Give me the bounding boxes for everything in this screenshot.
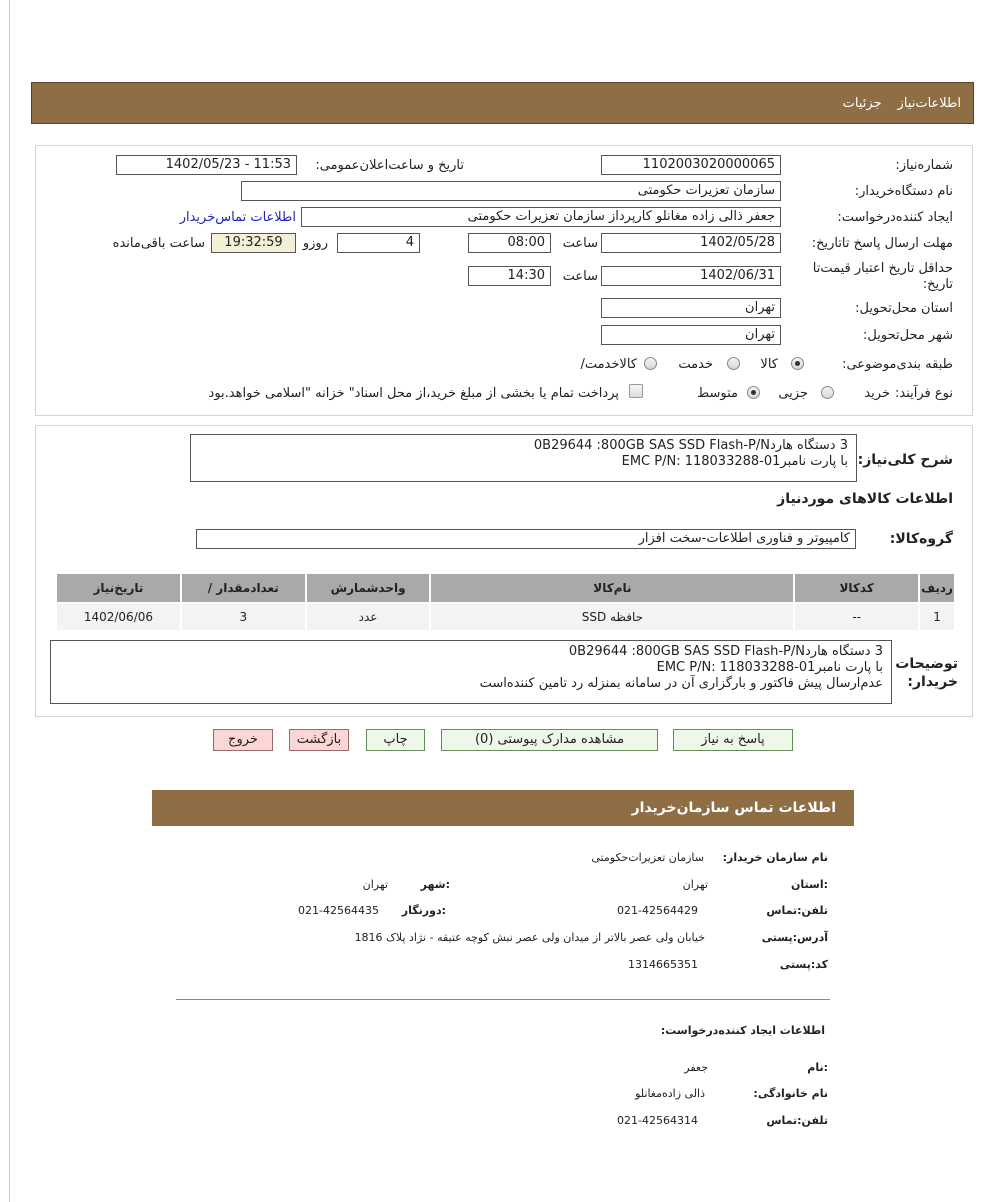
process-minor-radio[interactable]	[821, 386, 834, 399]
province-label: استان محل‌تحویل:	[855, 301, 953, 316]
announce-label: تاریخ و ساعت‌اعلان‌عمومی:	[315, 158, 464, 173]
col-need-date: تاریخ‌نیاز	[57, 574, 180, 602]
col-row-number: ردیف	[920, 574, 954, 602]
col-unit: واحد‌شمارش	[307, 574, 430, 602]
process-medium-radio[interactable]	[747, 386, 760, 399]
validity-label-2: تاریخ:	[922, 277, 953, 292]
announce-field: 1402/05/23 - 11:53	[116, 155, 297, 175]
category-label: طبقه بندی‌موضوعی:	[842, 357, 953, 372]
validity-label-1: حداقل تاریخ اعتبار قیمت‌تا	[812, 261, 953, 276]
exit-button[interactable]: خروج	[213, 729, 273, 751]
buyer-desc-label-2: خریدار:	[907, 674, 958, 690]
contact-province-value: تهران	[682, 878, 708, 891]
buyer-desc-line-3: عدم‌ارسال پیش فاکتور و بارگزاری آن در سامانه بمنزله رد تامین کننده‌است	[479, 676, 883, 691]
buyer-desc-line-2: با پارت نامبر‌01-EMC P/N: 118033288	[656, 660, 883, 675]
treasury-payment-checkbox[interactable]	[629, 384, 643, 398]
cell-quantity: 3	[182, 604, 305, 630]
contact-fax-label: :دورنگار	[401, 904, 446, 917]
buyer-desc-box	[50, 640, 892, 704]
goods-group-label: گروه‌کالا:	[889, 531, 953, 547]
category-service-label: خدمت	[678, 357, 713, 372]
table-row	[57, 604, 954, 630]
breadcrumb-details[interactable]: جزئیات	[842, 96, 882, 111]
remaining-time-field: 19:32:59	[211, 233, 296, 253]
contact-city-value: تهران	[362, 878, 388, 891]
deadline-hour-label: ساعت	[562, 236, 598, 251]
validity-time-field: 14:30	[468, 266, 551, 286]
buyer-label: نام دستگاه‌خریدار:	[854, 184, 953, 199]
process-medium-label: متوسط	[697, 386, 738, 401]
section-divider	[176, 999, 830, 1000]
process-label: نوع فرآیند:	[895, 386, 953, 401]
contact-fax-value: 021-42564435	[298, 904, 379, 917]
reply-button[interactable]: پاسخ به نیاز	[673, 729, 793, 751]
days-field: 4	[337, 233, 420, 253]
need-number-field: 1102003020000065	[601, 155, 781, 175]
cell-need-date: 1402/06/06	[57, 604, 180, 630]
category-goods-service-radio[interactable]	[644, 357, 657, 370]
contact-postal-value: 1314665351	[628, 958, 698, 971]
process-minor-label: جزیی	[778, 386, 808, 401]
contact-postal-label: کد‌:پستی	[779, 958, 828, 971]
deadline-time-field: 08:00	[468, 233, 551, 253]
buyer-contact-link[interactable]: اطلاعات تماس‌خریدار	[179, 210, 296, 225]
breadcrumb-need-info[interactable]: اطلاعات‌نیاز	[897, 96, 961, 111]
goods-group-field: کامپیوتر و فناوری اطلاعات-سخت افزار	[196, 529, 856, 549]
city-label: شهر محل‌تحویل:	[863, 328, 953, 343]
province-field: تهران	[601, 298, 781, 318]
creator-info-title: اطلاعات ایجاد کننده‌درخواست:	[660, 1024, 825, 1037]
category-goods-radio[interactable]	[791, 357, 804, 370]
process-purchase-label: خرید	[864, 386, 890, 401]
contact-phone-value: 021-42564429	[617, 904, 698, 917]
deadline-label: مهلت ارسال پاسخ تا‌تاریخ:	[811, 236, 953, 251]
treasury-payment-note: پرداخت تمام یا بخشی از مبلغ خرید،از محل اسناد" خزانه "اسلامی خواهد.بود	[208, 386, 619, 401]
org-name-label: نام سازمان‌ خریدار:	[722, 851, 828, 864]
summary-line-1: 3 دستگاه هارد‌0B29644 :800GB SAS SSD Flash-P/N	[533, 438, 848, 453]
summary-label: شرح کلی‌نیاز:	[857, 452, 953, 468]
print-button[interactable]: چاپ	[366, 729, 425, 751]
breadcrumb	[827, 96, 961, 111]
col-quantity: تعداد‌مقدار /	[182, 574, 305, 602]
buyer-contact-header	[152, 790, 854, 826]
creator-field: جعفر ذالی زاده مغانلو کارپرداز سازمان تعزیرات حکومتی	[301, 207, 781, 227]
category-service-radio[interactable]	[727, 357, 740, 370]
deadline-date-field: 1402/05/28	[601, 233, 781, 253]
attachments-button[interactable]: مشاهده مدارک پیوستی (0)	[441, 729, 658, 751]
goods-table	[55, 572, 956, 632]
creator-name-label: :نام	[807, 1061, 828, 1074]
col-goods-code: کدکالا	[795, 574, 918, 602]
contact-province-label: :استان	[791, 878, 828, 891]
back-button[interactable]: بازگشت	[289, 729, 349, 751]
city-field: تهران	[601, 325, 781, 345]
validity-hour-label: ساعت	[562, 269, 598, 284]
goods-info-heading: اطلاعات کالاهای موردنیاز	[777, 491, 953, 507]
buyer-contact-title: اطلاعات تماس سازمان‌خریدار	[631, 800, 836, 816]
creator-label: ایجاد کننده‌درخواست:	[837, 210, 953, 225]
org-name-value: سازمان تعزیرات‌حکومتی	[591, 851, 704, 864]
remaining-label: ساعت باقی‌مانده	[112, 236, 205, 251]
category-goods-label: کالا	[760, 357, 778, 372]
creator-family-label: نام خانوادگی:	[753, 1087, 828, 1100]
cell-row-number: 1	[920, 604, 954, 630]
cell-goods-code: --	[795, 604, 918, 630]
buyer-desc-line-1: 3 دستگاه هارد‌0B29644 :800GB SAS SSD Flash-P/N	[568, 644, 883, 659]
buyer-field: سازمان تعزیرات حکومتی	[241, 181, 781, 201]
contact-address-label: آدرس‌:پستی	[761, 931, 828, 944]
creator-phone-label: تلفن‌:تماس	[766, 1114, 828, 1127]
summary-box	[190, 434, 857, 482]
creator-phone-value: 021-42564314	[617, 1114, 698, 1127]
buyer-desc-label-1: توضیحات	[895, 656, 958, 672]
days-label: روز‌و	[302, 236, 328, 251]
category-goods-service-label: کالا‌خدمت/	[580, 357, 637, 372]
cell-goods-name: حافظه SSD	[431, 604, 793, 630]
table-header-row	[57, 574, 954, 602]
summary-line-2: با پارت نامبر‌01-EMC P/N: 118033288	[621, 454, 848, 469]
contact-address-value: خیابان ولی عصر بالاتر از میدان ولی عصر نبش کوچه عتیقه - نژاد پلاک 1816	[354, 931, 705, 944]
creator-name-value: جعفر	[684, 1061, 708, 1074]
left-border-line	[9, 0, 10, 1202]
need-number-label: شماره‌نیاز:	[895, 158, 953, 173]
col-goods-name: نام‌کالا	[431, 574, 793, 602]
page-header	[31, 82, 974, 124]
contact-phone-label: تلفن‌:تماس	[766, 904, 828, 917]
contact-city-label: :شهر	[420, 878, 450, 891]
cell-unit: عدد	[307, 604, 430, 630]
validity-date-field: 1402/06/31	[601, 266, 781, 286]
creator-family-value: ذالی زاده‌مغانلو	[635, 1087, 705, 1100]
